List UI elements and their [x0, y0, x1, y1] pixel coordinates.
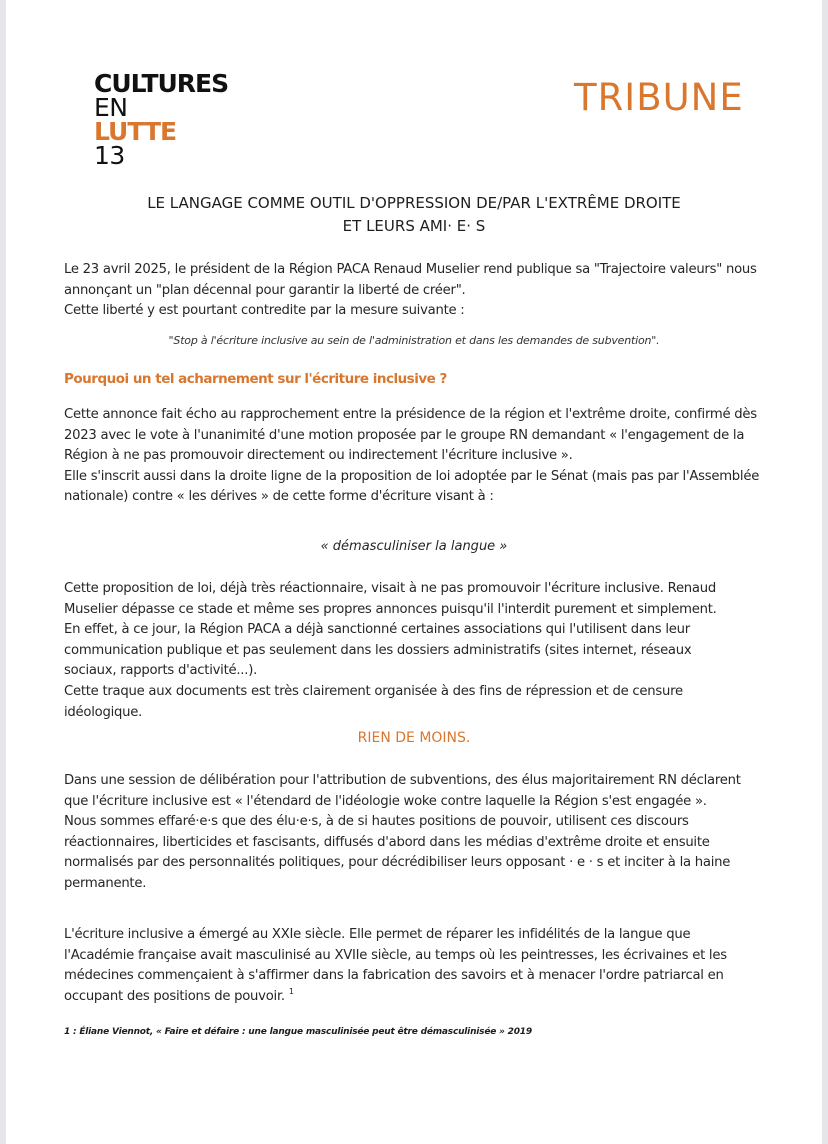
text-line: idéologique.: [64, 704, 143, 720]
logo-line-lutte: LUTTE: [94, 117, 177, 146]
title-line-2: ET LEURS AMI· E· S: [342, 217, 486, 235]
text-line: Cette proposition de loi, déjà très réactionnaire, visait à ne pas promouvoir l'écriture inclusive. Renaud: [64, 581, 716, 596]
text-line: Elle s'inscrit aussi dans la droite ligne de la proposition de loi adoptée par le Sénat (mais pas par l'Assemblée: [64, 468, 760, 484]
text-line: permanente.: [64, 875, 147, 891]
measure-quote: "Stop à l'écriture inclusive au sein de l'administration et dans les demandes de subvention".: [168, 334, 660, 347]
emphasis-heading: RIEN DE MOINS.: [357, 730, 471, 746]
cultures-en-lutte-logo: [94, 69, 229, 170]
text-line: Dans une session de délibération pour l'attribution de subventions, des élus majoritairement RN déclarent: [64, 773, 741, 788]
text-line: communication publique et pas seulement dans les dossiers administratifs (sites internet, réseaux: [64, 642, 692, 658]
logo-line-cultures: CULTURES: [94, 69, 229, 98]
intro-paragraph: [64, 260, 800, 322]
text-line: sociaux, rapports d'activité...).: [64, 663, 258, 679]
footnote-reference[interactable]: 1: [288, 986, 294, 996]
text-line: médecines commençaient à s'affirmer dans la fabrication des savoirs et à menacer l'ordre patriarcal en: [64, 968, 724, 984]
text-line: annonçant un "plan décennal pour garantir la liberté de créer".: [64, 282, 466, 298]
text-line: Région à ne pas promouvoir directement ou indirectement l'écriture inclusive ».: [64, 448, 573, 464]
text-line: nationale) contre « les dérives » de cette forme d'écriture visant à :: [64, 489, 494, 505]
tribune-label: TRIBUNE: [574, 76, 744, 119]
text-line: Le 23 avril 2025, le président de la Région PACA Renaud Muselier rend publique sa "Trajectoire valeurs" nous: [64, 262, 757, 277]
text-line: Cette traque aux documents est très clairement organisée à des fins de répression et de censure: [64, 683, 683, 699]
text-line: L'écriture inclusive a émergé au XXIe siècle. Elle permet de réparer les infidélités de la langue que: [64, 927, 691, 942]
footnote: 1 : Éliane Viennot, « Faire et défaire : une langue masculinisée peut être démasculinisée » 2019: [64, 1027, 532, 1037]
paragraph-3: [64, 771, 800, 895]
text-line: occupant des positions de pouvoir.: [64, 988, 285, 1004]
logo-line-13: 13: [94, 141, 125, 170]
text-line: normalisés par des personnalités politiques, pour décrédibiliser leurs opposant · e · s et inciter à la haine: [64, 855, 731, 871]
text-line: Nous sommes effaré·e·s que des élu·e·s, à de si hautes positions de pouvoir, utilisent ces discours: [64, 814, 689, 830]
logo-line-en: EN: [94, 93, 128, 122]
text-line: que l'écriture inclusive est « l'étendard de l'idéologie woke contre laquelle la Région s'est engagée ».: [64, 793, 707, 809]
paragraph-4: [64, 925, 800, 1007]
section-heading: Pourquoi un tel acharnement sur l'écriture inclusive ?: [64, 371, 447, 387]
text-line: Cette liberté y est pourtant contredite par la mesure suivante :: [64, 303, 465, 319]
document-title: [6, 192, 822, 238]
text-line: Muselier dépasse ce stade et même ses propres annonces puisqu'il l'interdit purement et simplement.: [64, 601, 717, 617]
text-line: Cette annonce fait écho au rapprochement entre la présidence de la région et l'extrême droite, confirmé dès: [64, 407, 757, 422]
text-line: 2023 avec le vote à l'unanimité d'une motion proposée par le groupe RN demandant « l'engagement de la: [64, 427, 745, 443]
document-page: [6, 0, 822, 1144]
text-line: réactionnaires, liberticides et fascisants, diffusés d'abord dans les médias d'extrême droite et ensuite: [64, 834, 710, 850]
law-quote: « démasculiniser la langue »: [320, 539, 508, 554]
title-line-1: LE LANGAGE COMME OUTIL D'OPPRESSION DE/PAR L'EXTRÊME DROITE: [147, 194, 681, 212]
text-line: En effet, à ce jour, la Région PACA a déjà sanctionné certaines associations qui l'utilisent dans leur: [64, 622, 690, 638]
text-line-with-footnote: [64, 987, 800, 1008]
text-line: l'Académie française avait masculinisé au XVIIe siècle, au temps où les peintresses, les écrivaines et les: [64, 947, 727, 963]
paragraph-1: [64, 405, 800, 508]
paragraph-2: [64, 579, 800, 723]
